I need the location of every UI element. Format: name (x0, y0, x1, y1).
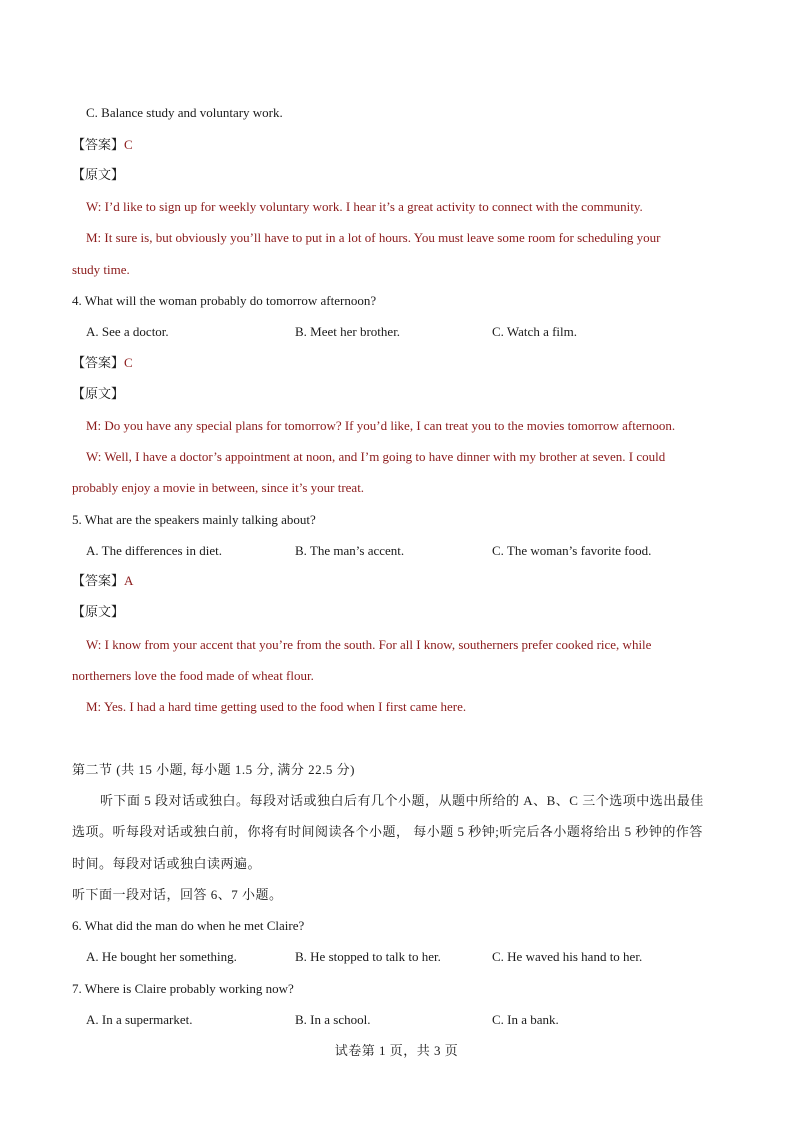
section-instruction: 听下面一段对话，回答 6、7 小题。 (72, 887, 283, 902)
q5-option-a: A. The differences in diet. (86, 543, 222, 558)
q5-transcript-line: W: I know from your accent that you’re from the south. For all I know, southerners prefer cooked rice, while (86, 637, 652, 652)
answer-value: A (124, 573, 134, 588)
q3-transcript-line: study time. (72, 262, 130, 277)
q4-transcript-line: probably enjoy a movie in between, since it’s your treat. (72, 480, 365, 495)
q5-option-c: C. The woman’s favorite food. (492, 543, 652, 558)
answer-value: C (124, 355, 133, 370)
q4-transcript-label: 【原文】 (72, 386, 125, 401)
q4-option-a: A. See a doctor. (86, 324, 169, 339)
q3-transcript-line: W: I’d like to sign up for weekly voluntary work. I hear it’s a great activity to connect with the community. (86, 199, 643, 214)
q5-option-b: B. The man’s accent. (295, 543, 405, 558)
answer-label: 【答案】 (72, 573, 125, 588)
answer-label: 【答案】 (72, 355, 125, 370)
q4-option-c: C. Watch a film. (492, 324, 578, 339)
q5-question: 5. What are the speakers mainly talking about? (72, 512, 316, 527)
q6-option-c: C. He waved his hand to her. (492, 949, 643, 964)
section-intro-line: 时间。每段对话或独白读两遍。 (72, 856, 262, 871)
q5-transcript-line: M: Yes. I had a hard time getting used to the food when I first came here. (86, 699, 467, 714)
section-intro-line: 听下面 5 段对话或独白。每段对话或独白后有几个小题，从题中所给的 A、B、C 三个选项中选出最佳 (100, 793, 704, 808)
q3-transcript-label: 【原文】 (72, 167, 125, 182)
q6-option-a: A. He bought her something. (86, 949, 237, 964)
answer-label: 【答案】 (72, 137, 125, 152)
q3-answer (72, 136, 133, 154)
q4-answer (72, 354, 133, 372)
q3-transcript-line: M: It sure is, but obviously you’ll have to put in a lot of hours. You must leave some room for scheduling your (86, 230, 661, 245)
q7-option-a: A. In a supermarket. (86, 1012, 193, 1027)
q5-transcript-line: northerners love the food made of wheat flour. (72, 668, 314, 683)
q6-question: 6. What did the man do when he met Claire? (72, 918, 305, 933)
q7-option-c: C. In a bank. (492, 1012, 559, 1027)
answer-value: C (124, 137, 133, 152)
q5-transcript-label: 【原文】 (72, 604, 125, 619)
q4-transcript-line: W: Well, I have a doctor’s appointment at noon, and I’m going to have dinner with my brother at seven. I could (86, 449, 666, 464)
section-intro-line: 选项。听每段对话或独白前，你将有时间阅读各个小题， 每小题 5 秒钟;听完后各小题将给出 5 秒钟的作答 (72, 824, 703, 839)
q5-answer (72, 572, 133, 590)
page-footer: 试卷第 1 页，共 3 页 (334, 1043, 459, 1058)
q4-question: 4. What will the woman probably do tomorrow afternoon? (72, 293, 377, 308)
q4-option-b: B. Meet her brother. (295, 324, 401, 339)
q7-option-b: B. In a school. (295, 1012, 371, 1027)
q3-option-c: C. Balance study and voluntary work. (86, 105, 283, 120)
q4-transcript-line: M: Do you have any special plans for tomorrow? If you’d like, I can treat you to the movies tomorrow afternoon. (86, 418, 676, 433)
section-heading: 第二节 (共 15 小题, 每小题 1.5 分, 满分 22.5 分) (72, 762, 355, 777)
q6-option-b: B. He stopped to talk to her. (295, 949, 441, 964)
q7-question: 7. Where is Claire probably working now? (72, 981, 294, 996)
